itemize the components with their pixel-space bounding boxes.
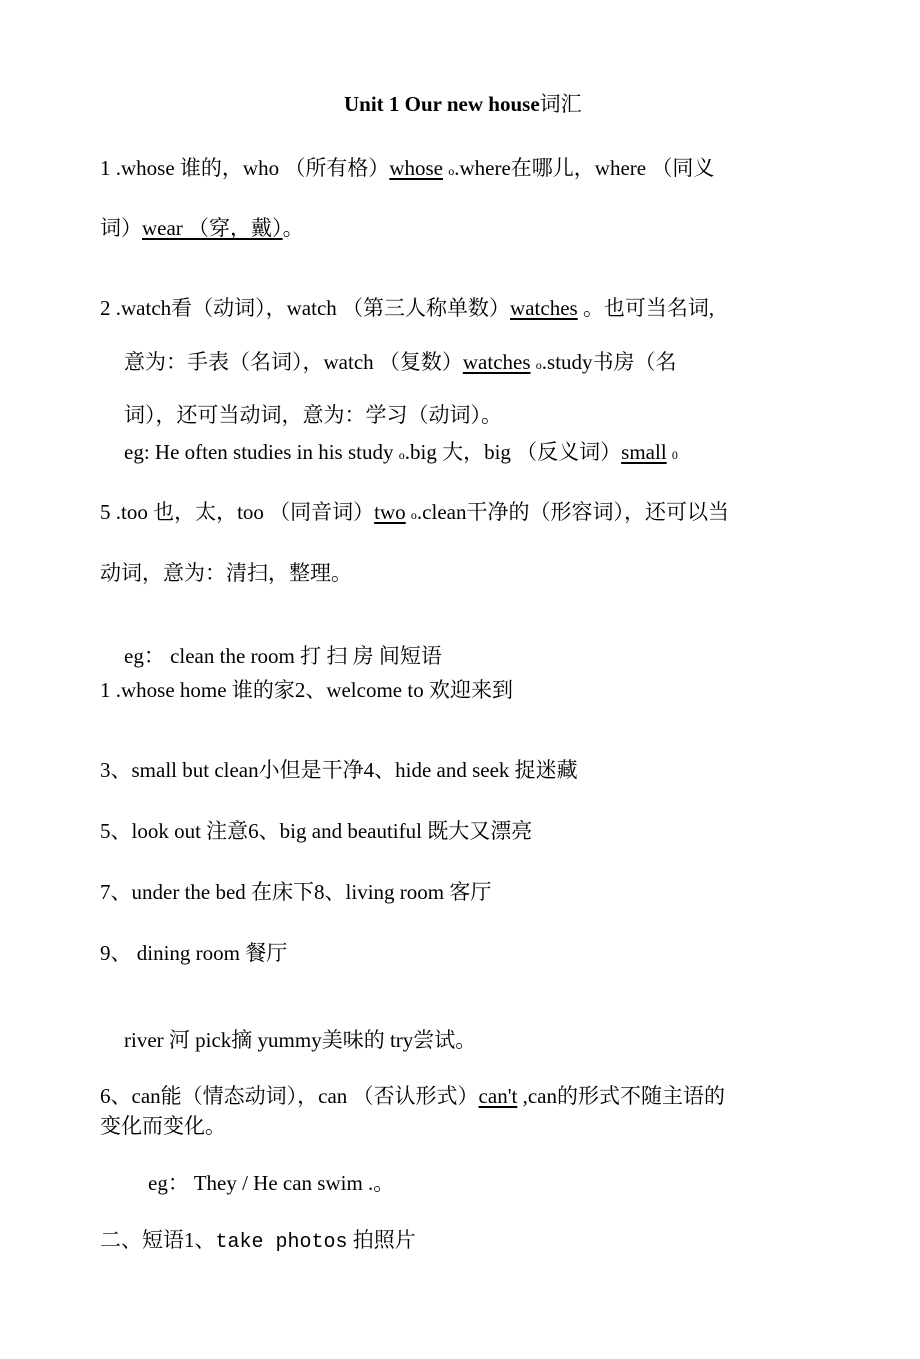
line-16-underlined: can't bbox=[478, 1084, 518, 1108]
line-18-text-a: eg： They / He can swim .。 bbox=[148, 1171, 395, 1195]
line-2-text-b: 。 bbox=[282, 216, 304, 240]
line-8 bbox=[100, 561, 352, 586]
line-1-text-a: 1 .whose 谁的，who （所有格） bbox=[100, 156, 390, 180]
line-13 bbox=[100, 880, 491, 905]
line-4-sub: o bbox=[535, 358, 542, 372]
line-19 bbox=[100, 1228, 416, 1255]
line-2-underlined: wear （穿，戴） bbox=[142, 216, 283, 240]
line-1 bbox=[100, 156, 714, 181]
line-19-text-b: 拍照片 bbox=[347, 1228, 416, 1252]
line-12-text-a: 5、look out 注意6、big and beautiful 既大又漂亮 bbox=[100, 819, 533, 843]
line-9-text-a: eg： clean the room 打 扫 房 间短语 bbox=[124, 644, 442, 668]
line-4-text-a: 意为：手表（名词），watch （复数） bbox=[124, 350, 463, 374]
line-17-text-a: 变化而变化。 bbox=[100, 1114, 226, 1138]
line-1-underlined: whose bbox=[389, 156, 443, 180]
line-7 bbox=[100, 500, 729, 525]
line-4-text-b: .study书房（名 bbox=[541, 350, 677, 374]
line-5-text-a: 词），还可当动词，意为：学习（动词）。 bbox=[124, 403, 502, 427]
line-17 bbox=[100, 1114, 226, 1139]
line-15-text-a: river 河 pick摘 yummy美味的 try尝试。 bbox=[124, 1028, 477, 1052]
line-6-sub: o bbox=[398, 448, 405, 462]
line-14-text-a: 9、 dining room 餐厅 bbox=[100, 941, 288, 965]
line-3 bbox=[100, 296, 714, 321]
line-13-text-a: 7、under the bed 在床下8、living room 客厅 bbox=[100, 880, 492, 904]
line-19-mono: take photos bbox=[215, 1231, 348, 1254]
line-7-sub: o bbox=[410, 508, 417, 522]
line-18 bbox=[148, 1171, 394, 1196]
line-15 bbox=[124, 1028, 476, 1053]
page-title-en: Unit 1 Our new house bbox=[344, 92, 540, 116]
line-6 bbox=[124, 440, 678, 465]
line-8-text-a: 动词，意为：清扫，整理。 bbox=[100, 561, 352, 585]
line-7-text-b: .clean干净的（形容词），还可以当 bbox=[416, 500, 729, 524]
line-10 bbox=[100, 678, 513, 703]
line-3-underlined: watches bbox=[510, 296, 578, 320]
line-11-text-a: 3、small but clean小但是干净4、hide and seek 捉迷藏 bbox=[100, 758, 578, 782]
line-7-underlined: two bbox=[374, 500, 406, 524]
line-1-sub: o bbox=[448, 164, 455, 178]
line-10-text-a: 1 .whose home 谁的家2、welcome to 欢迎来到 bbox=[100, 678, 513, 702]
page-title-zh: 词汇 bbox=[539, 92, 582, 116]
line-9 bbox=[124, 644, 442, 669]
line-6-sub-2: 0 bbox=[671, 448, 678, 462]
line-14 bbox=[100, 941, 287, 966]
line-2 bbox=[100, 216, 304, 241]
line-4-underlined: watches bbox=[462, 350, 531, 374]
line-7-text-a: 5 .too 也，太，too （同音词） bbox=[100, 500, 375, 524]
line-6-text-a: eg: He often studies in his study bbox=[124, 440, 394, 464]
line-12 bbox=[100, 819, 532, 844]
line-16-text-b: ,can的形式不随主语的 bbox=[522, 1084, 725, 1108]
line-16 bbox=[100, 1084, 725, 1109]
line-4 bbox=[124, 350, 677, 375]
line-6-text-b: .big 大，big （反义词） bbox=[404, 440, 622, 464]
line-3-text-b: 。也可当名词, bbox=[582, 296, 715, 320]
line-16-text-a: 6、can能（情态动词），can （否认形式） bbox=[100, 1084, 479, 1108]
page-title bbox=[344, 92, 582, 117]
line-19-text-a: 二、短语1、 bbox=[100, 1228, 216, 1252]
line-5 bbox=[124, 403, 502, 428]
line-1-text-b: .where在哪儿，where （同义 bbox=[454, 156, 715, 180]
line-3-text-a: 2 .watch看（动词），watch （第三人称单数） bbox=[100, 296, 511, 320]
line-2-text-a: 词） bbox=[100, 216, 142, 240]
line-11 bbox=[100, 758, 578, 783]
line-6-underlined: small bbox=[621, 440, 667, 464]
